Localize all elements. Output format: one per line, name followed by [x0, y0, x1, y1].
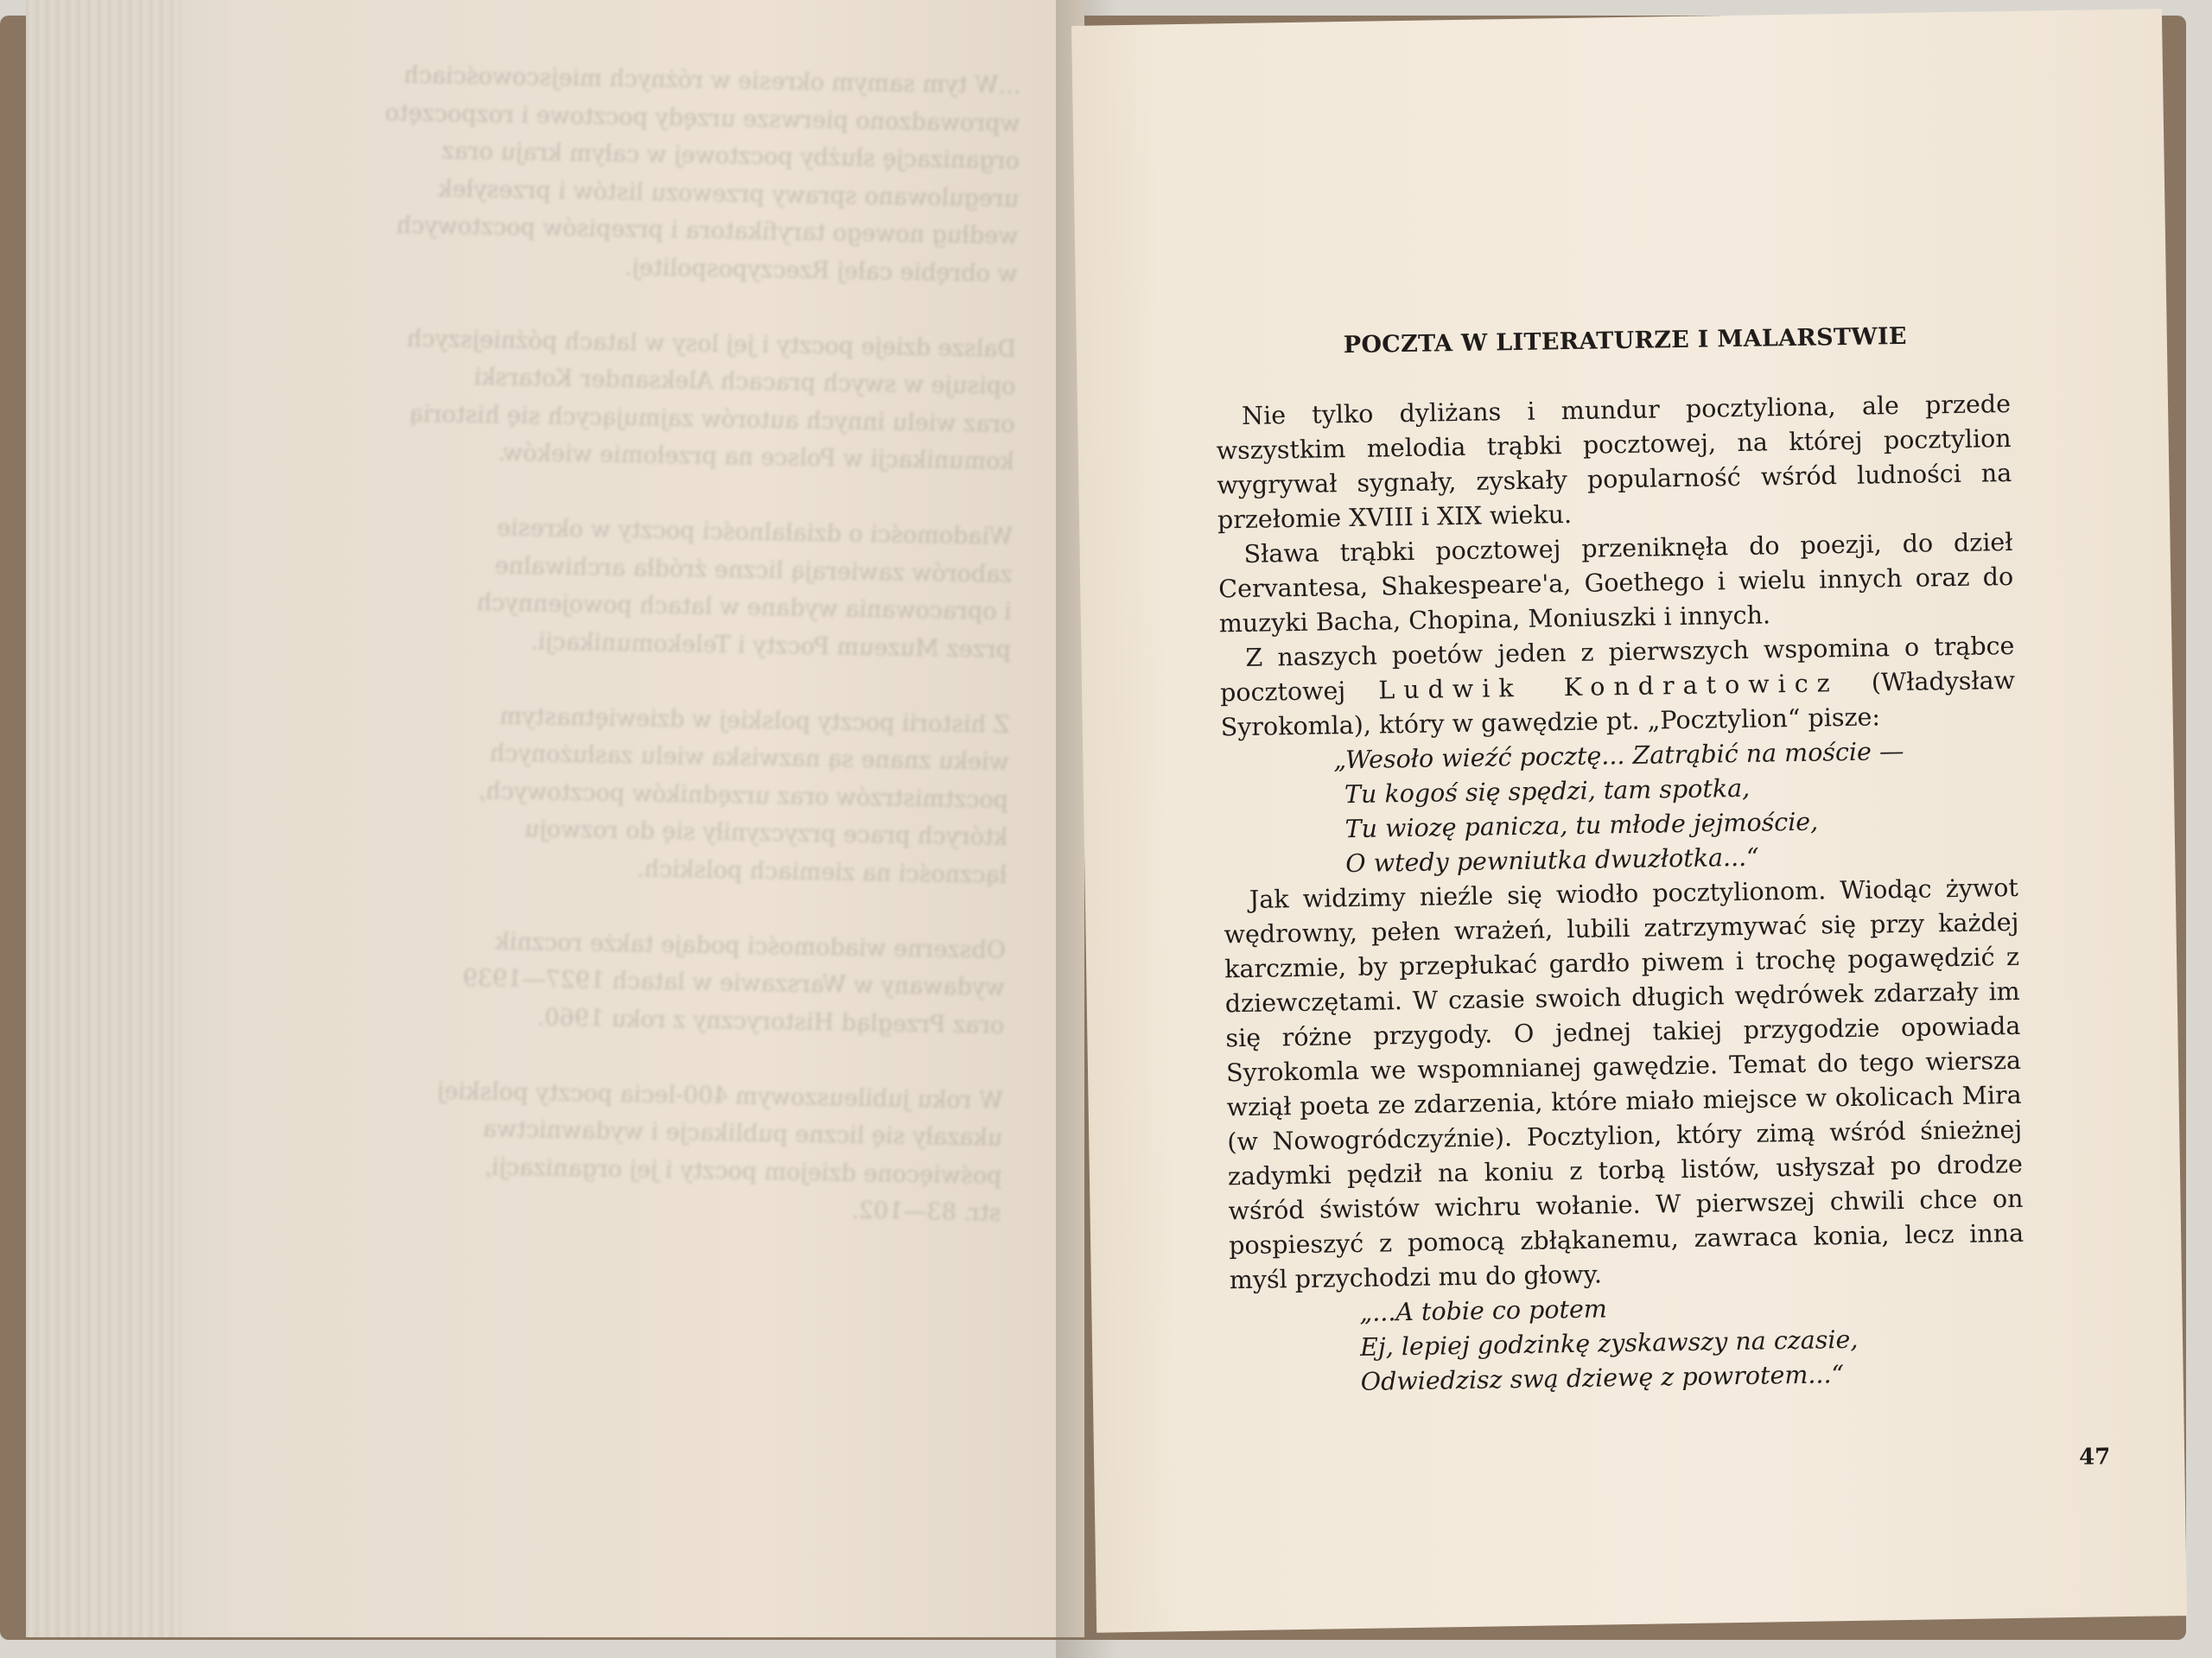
bleed-line: Dalsze dzieje poczty i jej losy w latach późniejszych — [406, 325, 1017, 363]
chapter-heading: POCZTA W LITERATURZE I MALARSTWIE — [1343, 322, 1907, 359]
bleed-line: W roku jubileuszowym 400-lecia poczty polskiej — [436, 1077, 1004, 1115]
paragraph-4: Jak widzimy nieźle się wiodło pocztylionom. Wiodąc żywot wędrowny, pełen wrażeń, lubili zatrzymywać się przy każdej karczmie, by przepłukać gardło piwem i trochę pogawędzić z dziewczętami. W czasie swoich długich wędrówek zdarzały im się różne przygody. O jednej takiej przygodzie opowiada Syrokomla we wspomnianej gawędzie. Temat do tego wiersza wziął poeta ze zdarzenia, które miało miejsce w okolicach Mira (w Nowogródczyźnie). Pocztylion, który zimą wśród śnieżnej zadymki pędził na koniu z torbą listów, usłyszał po drodze wśród świstów wichru wołanie. W pierwszej chwili chce on pospieszyć z pomocą zbłąkanemu, zawraca konia, lecz inna myśl przychodzi mu do głowy. — [1224, 873, 2024, 1295]
bleed-line: których prace przyczyniły się do rozwoju — [524, 816, 1008, 851]
bleed-line: przez Muzeum Poczty i Telekomunikacji. — [530, 627, 1012, 664]
page-text — [1215, 318, 2026, 1401]
bleed-line: oraz wielu innych autorów zajmujących się historią — [409, 400, 1015, 438]
bleed-line: uregulowano sprawy przewozu listów i przesyłek — [437, 175, 1020, 213]
paragraph-1: Nie tylko dyliżans i mundur pocztyliona, ale przede wszystkim melodia trąbki pocztowej, na której pocztylion wygrywał sygnały, zyskały popularność wśród ludności na przełomie XVIII i XIX wieku. — [1216, 389, 2012, 535]
poem-line: O wtedy pewniutka dwuzłotka...“ — [1345, 842, 1760, 879]
poem-line: „...A tobie co potem — [1359, 1294, 1608, 1327]
poem-quote-1 — [1333, 733, 2018, 881]
paragraph-3-end: (Władysław Syrokomla), który w gawędzie pt. „Pocztylion“ pisze: — [1220, 665, 2016, 742]
page-edges — [26, 0, 181, 1637]
bleed-line: zaborów zawierają liczne źródła archiwalne — [494, 551, 1013, 588]
page-number: 47 — [2078, 1444, 2111, 1471]
author-name: Ludwik Kondratowicz — [1378, 669, 1839, 705]
bleed-line: ...W tym samym okresie w różnych miejscowościach — [404, 61, 1021, 99]
bleed-line: komunikacji w Polsce na przełomie wieków. — [498, 439, 1015, 475]
right-page — [1071, 9, 2187, 1633]
poem-line: Tu wiozę panicza, tu młode jejmoście, — [1344, 807, 1819, 844]
bleed-line: oraz Przegląd Historyczny z roku 1960. — [537, 1003, 1005, 1039]
bleed-line: w obrębie całej Rzeczypospolitej. — [624, 253, 1018, 288]
paragraph-3 — [1219, 629, 2016, 745]
bleed-line: wprowadzono pierwsze urzędy pocztowe i rozpoczęto — [385, 98, 1020, 137]
bleed-line: organizację służby pocztowej w całym kraju oraz — [442, 137, 1020, 175]
bleed-line: Z historii poczty polskiej w dziewiętnastym — [499, 702, 1010, 739]
bleed-line: i opracowania wydane w latach powojennych — [476, 589, 1012, 626]
poem-line: Odwiedzisz swą dziewę z powrotem...“ — [1360, 1360, 1845, 1396]
bleed-line: poświęcone dziejom poczty i jej organizacji, — [484, 1153, 1002, 1190]
bleed-line: str. 83—102. — [851, 1197, 1001, 1227]
bleed-line: opisuje w swych pracach Aleksander Kotarski — [474, 363, 1016, 400]
paragraph-3-start: Z naszych poetów jeden z pierwszych wspomina o trąbce pocztowej — [1219, 631, 2015, 708]
poem-quote-2 — [1359, 1286, 2026, 1400]
bleed-line: Wiadomości o działalności poczty w okresie — [496, 514, 1014, 550]
left-page — [26, 0, 1084, 1637]
bleed-line: ukazały się liczne publikacje i wydawnictwa — [482, 1115, 1003, 1152]
poem-line: „Wesoło wieźć pocztę... Zatrąbić na moście — — [1333, 736, 1904, 775]
poem-line: Ej, lepiej godzinkę zyskawszy na czasie, — [1359, 1324, 1859, 1362]
poem-line: Tu kogoś się spędzi, tam spotka, — [1344, 773, 1751, 810]
bleed-line: Obszerne wiadomości podaje także rocznik — [495, 927, 1007, 964]
paragraph-2: Sława trąbki pocztowej przeniknęła do poezji, do dzieł Cervantesa, Shakespeare'a, Goethego i wielu innych oraz do muzyki Bacha, Chopina, Moniuszki i innych. — [1218, 527, 2014, 638]
bleed-line: wieku znane są nazwiska wielu zasłużonych — [489, 740, 1009, 776]
bleed-through-text — [223, 54, 1020, 1232]
bleed-line: pocztmistrzów oraz urzędników pocztowych, — [478, 777, 1009, 814]
bleed-line: według nowego taryfikatora i przepisów pocztowych — [396, 212, 1019, 250]
bleed-line: wydawany w Warszawie w latach 1927—1939 — [462, 964, 1006, 1001]
bleed-line: łączności na ziemiach polskich. — [636, 854, 1007, 889]
